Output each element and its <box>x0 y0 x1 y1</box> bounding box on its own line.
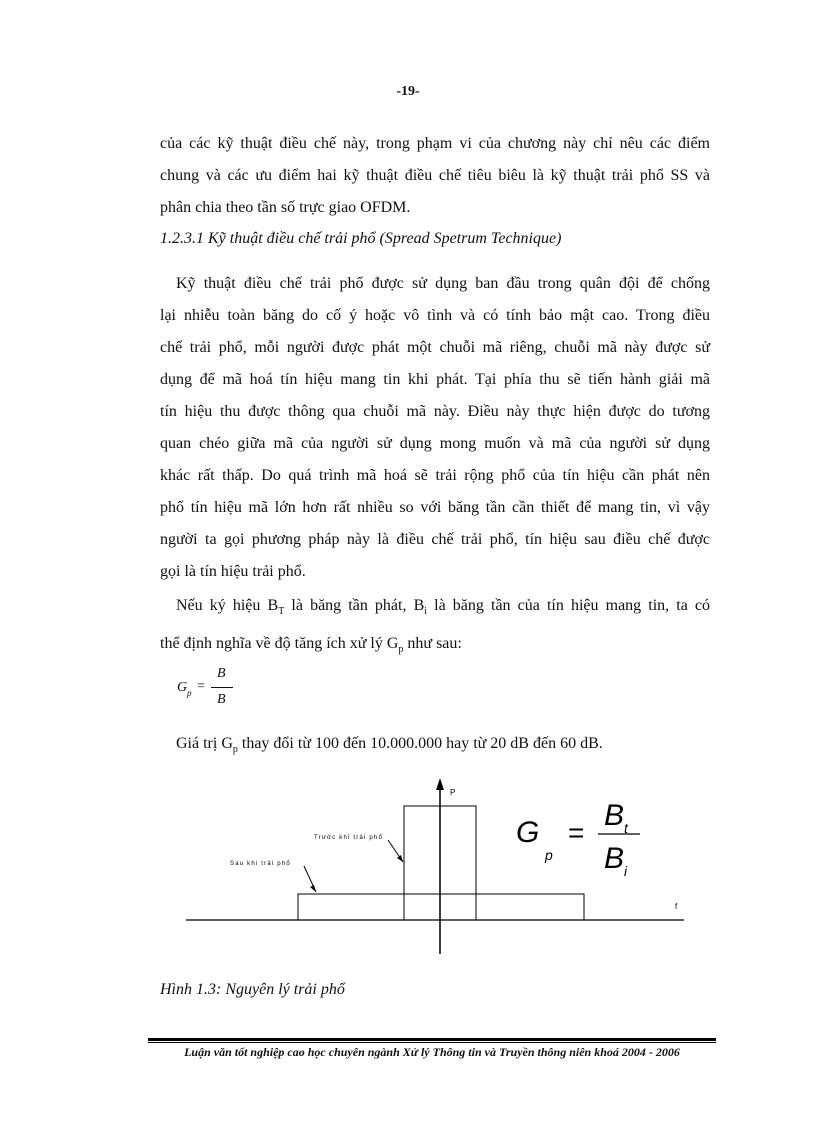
figure-formula-denominator-sub: i <box>624 863 628 879</box>
text-line: thể định nghĩa về độ tăng ích xử lý $G_p$ như sau: <box>160 635 462 656</box>
x-axis-label: f <box>675 902 678 911</box>
text-line: gọi là tín hiệu trải phổ. <box>160 563 306 580</box>
text-line: phổ tín hiệu mã lớn hơn rất nhiều so với băng tần cần thiết để mang tin, vì vậy <box>160 499 710 516</box>
text-line: lại nhiễu toàn băng do cố ý hoặc vô tình và có tính bảo mật cao. Trong điều <box>160 307 710 324</box>
label-before-spreading: Trước khi trải phổ <box>314 835 384 841</box>
text-line: tín hiệu thu được thông qua chuỗi mã này. Điều này thực hiện được do tương <box>160 403 710 420</box>
text-line: chung và các ưu điểm hai kỹ thuật điều chế tiêu biêu là kỹ thuật trải phổ SS và <box>160 167 710 184</box>
text-line: Kỹ thuật điều chế trải phổ được sử dụng ban đầu trong quân đội để chống <box>176 275 710 292</box>
y-axis-arrow-icon <box>436 778 444 790</box>
figure-formula-lhs-sub: p <box>545 847 553 863</box>
figure-formula-denominator: B <box>604 842 625 875</box>
label-after-spreading: Sau khi trải phổ <box>230 861 291 867</box>
text-line: của các kỹ thuật điều chế này, trong phạm vi của chương này chỉ nêu các điểm <box>160 135 710 152</box>
text-line: chế trải phổ, mỗi người được phát một chuỗi mã riêng, chuỗi mã này được sử <box>160 339 710 356</box>
page-footer: Luận văn tốt nghiệp cao học chuyên ngành Xử lý Thông tin và Truyền thông niên khoá 2004 - 2006 <box>184 1045 680 1059</box>
text-line: khác rất thấp. Do quá trình mã hoá sẽ trải rộng phổ của tín hiệu cần phát nên <box>160 467 710 484</box>
figure-formula-numerator: B <box>604 799 625 832</box>
arrow-icon <box>397 855 403 862</box>
figure-caption: Hình 1.3: Nguyên lý trải phổ <box>160 981 345 998</box>
y-axis-label: P <box>450 788 456 797</box>
figure-formula-equals: = <box>568 817 585 848</box>
footer-divider-thin <box>148 1042 716 1043</box>
text-line: Nếu ký hiệu $B_T$ là băng tần phát, $B_i$ là băng tần của tín hiệu mang tin, ta có <box>176 597 711 618</box>
formula-lhs-sub: p <box>187 688 192 698</box>
formula-denominator: B <box>217 692 226 707</box>
figure-formula-numerator-sub: t <box>624 820 628 836</box>
text-line: dụng để mã hoá tín hiệu mang tin khi phát. Tại phía thu sẽ tiến hành giải mã <box>160 371 710 388</box>
footer-divider <box>148 1038 716 1041</box>
formula-numerator: B <box>217 666 226 681</box>
formula-equals: = <box>197 679 205 694</box>
text-line: Giá trị $G_p$ thay đổi từ 100 đến 10.000.000 hay từ 20 dB đến 60 dB. <box>176 735 603 756</box>
text-line: phân chia theo tần số trực giao OFDM. <box>160 199 411 216</box>
spectrum-after-spreading <box>298 894 584 920</box>
arrow-icon <box>310 885 316 892</box>
text-line: quan chéo giữa mã của người sử dụng mong muốn và mã của người sử dụng <box>160 435 710 452</box>
figure-formula-lhs: G <box>516 816 540 849</box>
text-line: người ta gọi phương pháp này là điều chế trải phổ, tín hiệu sau điều chế được <box>160 531 710 548</box>
section-heading: 1.2.3.1 Kỹ thuật điều chế trải phổ (Spread Spetrum Technique) <box>160 230 562 247</box>
formula-lhs: G <box>177 680 188 695</box>
page-number: -19- <box>396 84 420 99</box>
